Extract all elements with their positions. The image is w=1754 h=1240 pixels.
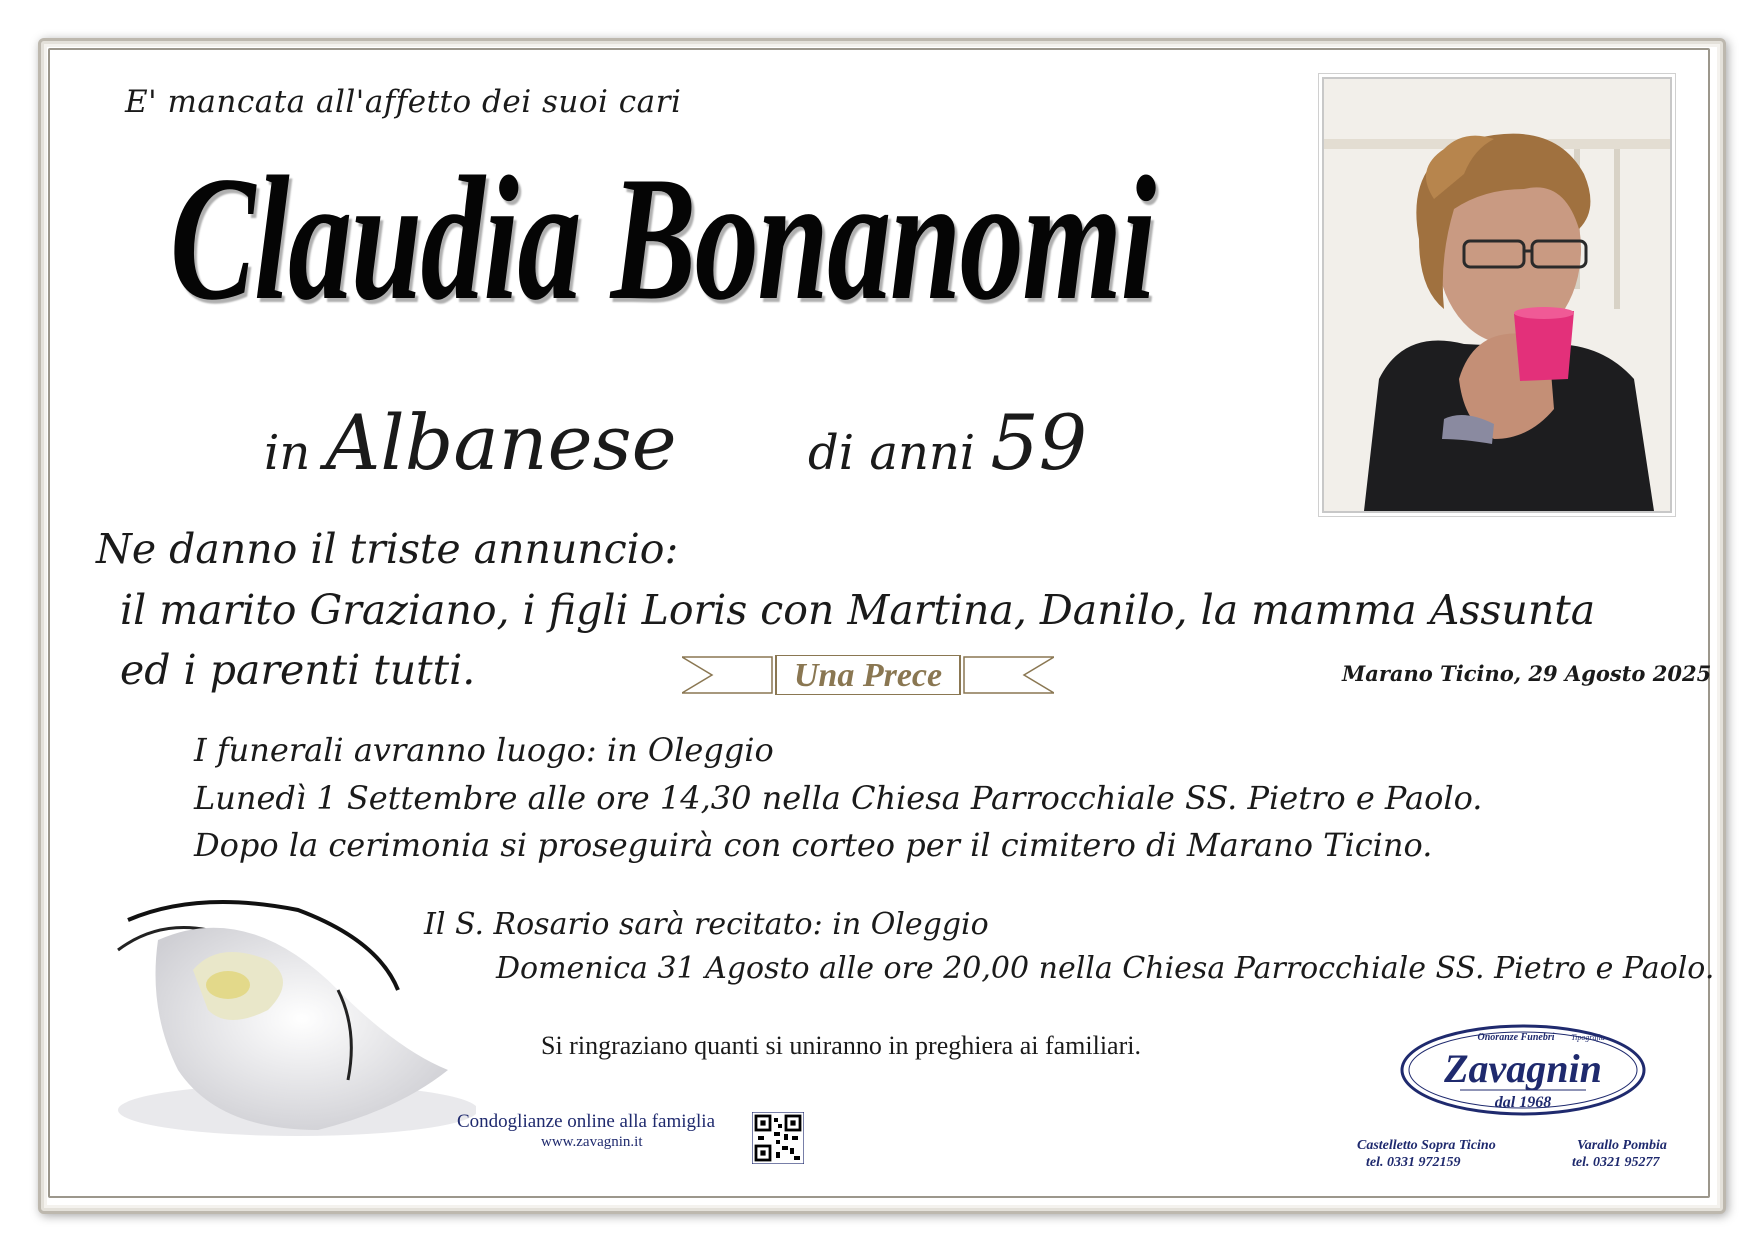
svg-text:Onoranze Funebri: Onoranze Funebri <box>1477 1032 1555 1043</box>
rosary-line-1: Il S. Rosario sarà recitato: in Oleggio <box>424 907 989 942</box>
portrait-illustration <box>1324 79 1670 511</box>
deceased-name: Claudia Bonanomi <box>170 139 1155 337</box>
branch-2-phone: tel. 0321 95277 <box>1572 1155 1660 1170</box>
married-surname: Albanese <box>325 398 677 487</box>
logo-emblem <box>1398 1020 1648 1120</box>
branch-2-name: Varallo Pombia <box>1577 1138 1667 1153</box>
announcement-intro: Ne danno il triste annuncio: <box>96 525 679 573</box>
calla-lily-illustration <box>98 880 476 1142</box>
intro-text: E' mancata all'affetto dei suoi cari <box>125 84 682 120</box>
place-date: Marano Ticino, 29 Agosto 2025 <box>1342 661 1712 686</box>
age-prefix: di anni <box>808 425 976 481</box>
funeral-line-1: I funerali avranno luogo: in Oleggio <box>194 731 774 769</box>
prayer-text: Una Prece <box>793 657 943 694</box>
branch-1-name: Castelletto Sopra Ticino <box>1357 1138 1496 1153</box>
funeral-line-3: Dopo la cerimonia si proseguirà con corteo per il cimitero di Marano Ticino. <box>194 826 1433 864</box>
age <box>808 398 1087 487</box>
website-link[interactable]: www.zavagnin.it <box>541 1134 643 1150</box>
prayer-ribbon <box>682 655 1054 695</box>
family-line-2: ed i parenti tutti. <box>120 646 476 694</box>
svg-text:dal 1968: dal 1968 <box>1494 1094 1552 1111</box>
age-number: 59 <box>990 398 1088 487</box>
portrait-photo <box>1322 77 1672 513</box>
branch-1-phone: tel. 0331 972159 <box>1366 1155 1461 1170</box>
rosary-line-2: Domenica 31 Agosto alle ore 20,00 nella Chiesa Parrocchiale SS. Pietro e Paolo. <box>496 951 1715 986</box>
married-prefix: in <box>264 425 311 481</box>
qr-code-graphic <box>752 1112 804 1164</box>
thanks-text: Si ringraziano quanti si uniranno in preghiera ai familiari. <box>541 1031 1141 1060</box>
married-name <box>264 398 677 487</box>
svg-text:Zavagnin: Zavagnin <box>1444 1046 1602 1091</box>
funeral-line-2: Lunedì 1 Settembre alle ore 14,30 nella Chiesa Parrocchiale SS. Pietro e Paolo. <box>194 779 1483 817</box>
calla-lily-image <box>98 880 476 1142</box>
family-line-1: il marito Graziano, i figli Loris con Martina, Danilo, la mamma Assunta <box>120 586 1596 634</box>
qr-code-icon[interactable] <box>752 1112 804 1164</box>
zavagnin-logo <box>1398 1020 1648 1120</box>
svg-text:Tipografia: Tipografia <box>1571 1033 1605 1042</box>
condolences-text[interactable]: Condoglianze online alla famiglia <box>457 1111 716 1132</box>
